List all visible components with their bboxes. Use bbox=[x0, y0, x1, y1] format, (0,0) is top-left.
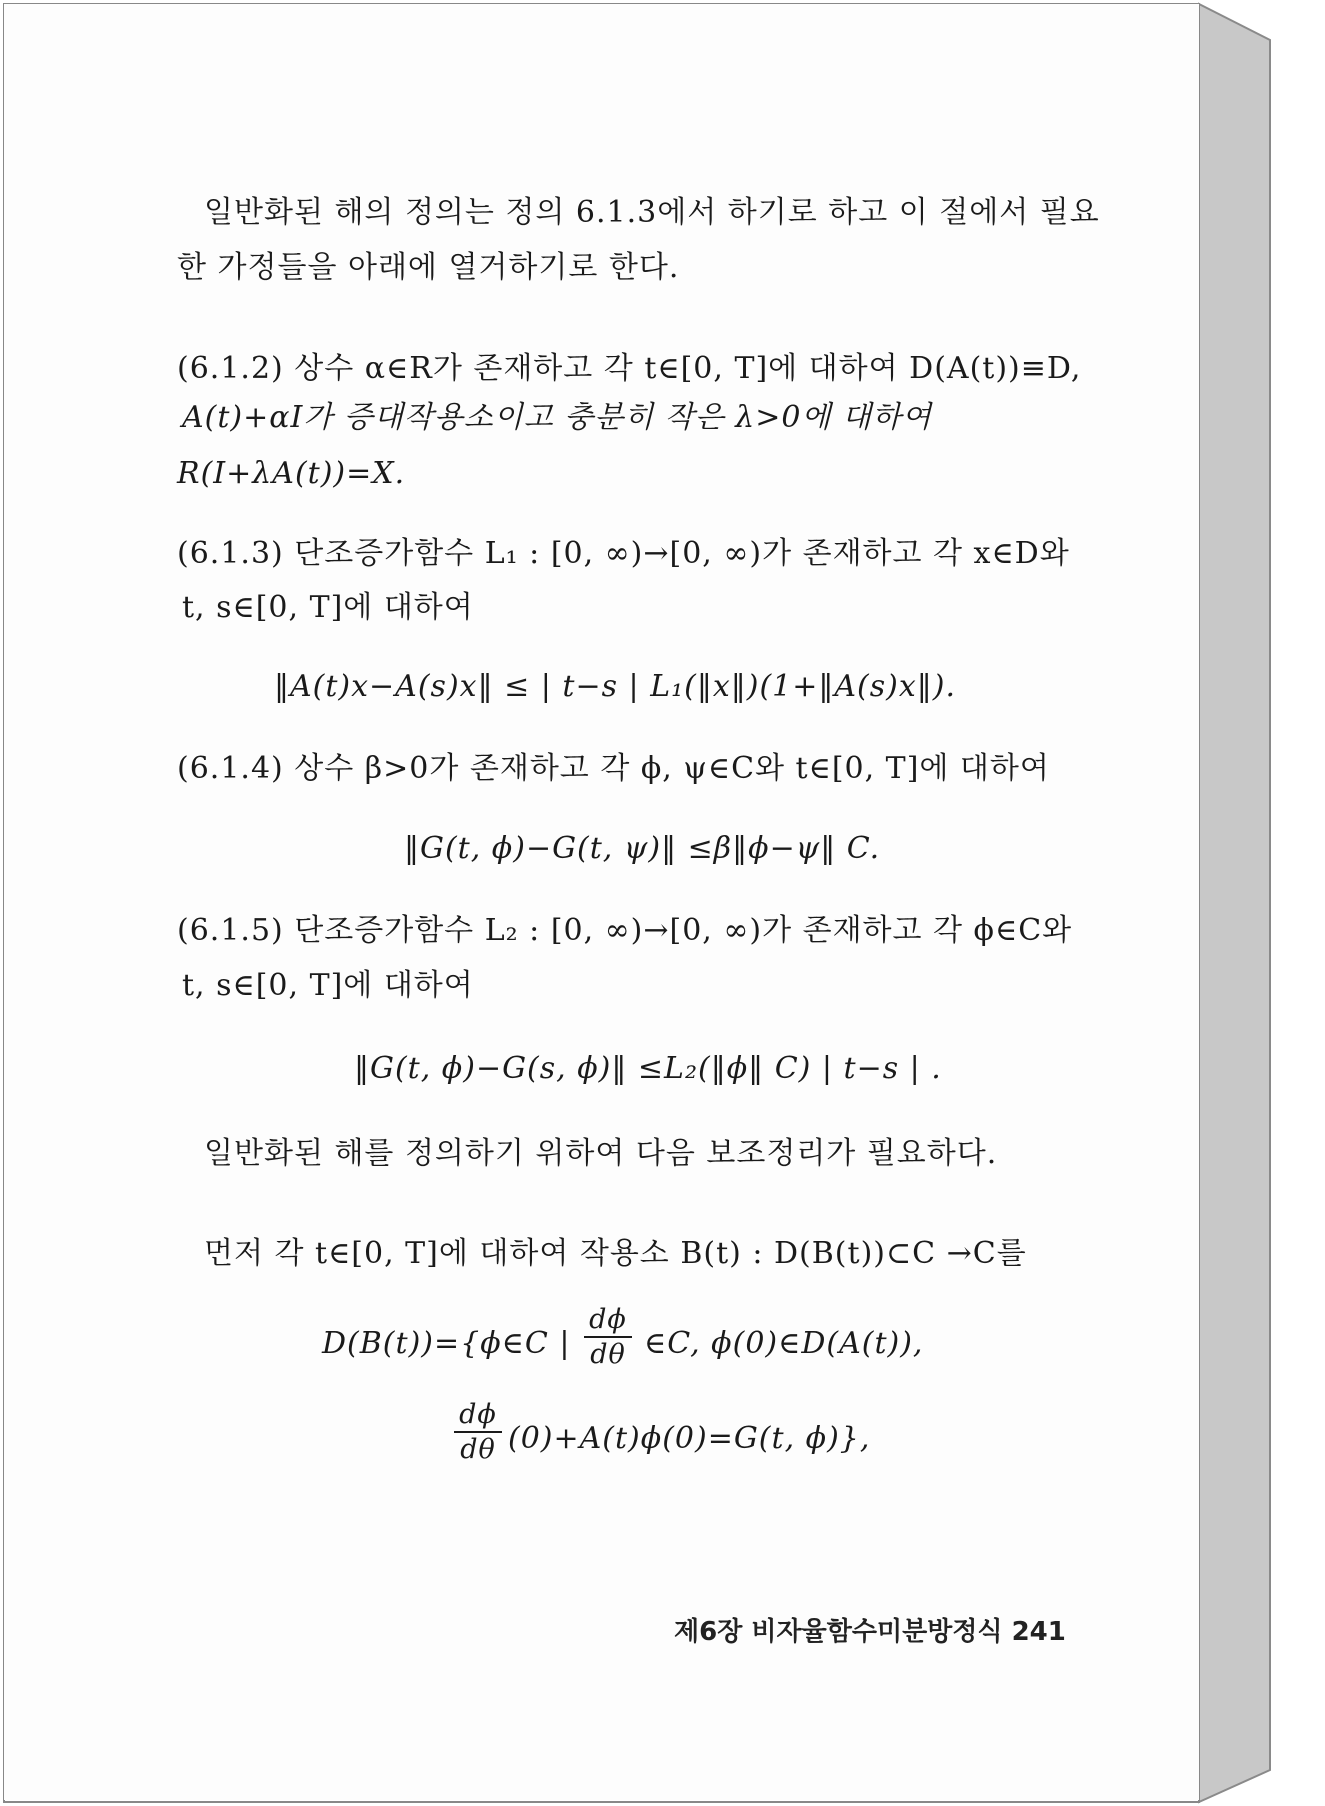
def-lhs: D(B(t))={ϕ∈C | bbox=[322, 1326, 571, 1361]
assumption-6-1-2-line-1: (6.1.2) 상수 α∈R가 존재하고 각 t∈[0, T]에 대하여 D(A(t))≡D, bbox=[177, 351, 1082, 386]
def-line2-fraction-denominator: dθ bbox=[460, 1434, 496, 1465]
assumption-6-1-3-formula: ‖A(t)x−A(s)x‖ ≤ | t−s | L₁(‖x‖)(1+‖A(s)x‖). bbox=[274, 669, 957, 704]
def-fraction-numerator: dϕ bbox=[584, 1304, 632, 1338]
def-rhs: ∈C, ϕ(0)∈D(A(t)), bbox=[644, 1326, 924, 1361]
assumption-6-1-5-formula: ‖G(t, ϕ)−G(s, ϕ)‖ ≤L₂(‖ϕ‖ C) | t−s | . bbox=[354, 1051, 942, 1086]
def-line2-fraction bbox=[454, 1399, 502, 1467]
lemma-intro: 일반화된 해를 정의하기 위하여 다음 보조정리가 필요하다. bbox=[204, 1136, 998, 1171]
assumption-6-1-2-line-2: A(t)+αI가 증대작용소이고 충분히 작은 λ>0에 대하여 bbox=[182, 400, 932, 435]
intro-line-2: 한 가정들을 아래에 열거하기로 한다. bbox=[177, 250, 680, 285]
assumption-6-1-4-formula: ‖G(t, ϕ)−G(t, ψ)‖ ≤β‖ϕ−ψ‖ C. bbox=[404, 831, 881, 866]
assumption-6-1-2-line-3: R(I+λA(t))=X. bbox=[177, 456, 406, 491]
page-footer: 제6장 비자율함수미분방정식 241 bbox=[674, 1617, 1066, 1647]
assumption-6-1-5-line-2: t, s∈[0, T]에 대하여 bbox=[182, 968, 474, 1003]
def-fraction-denominator: dθ bbox=[590, 1339, 626, 1370]
assumption-6-1-3-line-1: (6.1.3) 단조증가함수 L₁ : [0, ∞)→[0, ∞)가 존재하고 각 x∈D와 bbox=[177, 536, 1070, 571]
assumption-6-1-5-line-1: (6.1.5) 단조증가함수 L₂ : [0, ∞)→[0, ∞)가 존재하고 각 ϕ∈C와 bbox=[177, 913, 1073, 948]
intro-line-1: 일반화된 해의 정의는 정의 6.1.3에서 하기로 하고 이 절에서 필요 bbox=[204, 195, 1100, 230]
assumption-6-1-3-line-2: t, s∈[0, T]에 대하여 bbox=[182, 590, 474, 625]
definition-intro: 먼저 각 t∈[0, T]에 대하여 작용소 B(t) : D(B(t))⊂C →C를 bbox=[204, 1236, 1027, 1271]
assumption-6-1-4-line-1: (6.1.4) 상수 β>0가 존재하고 각 ϕ, ψ∈C와 t∈[0, T]에 대하여 bbox=[177, 751, 1050, 786]
def-line2-rest: (0)+A(t)ϕ(0)=G(t, ϕ)}, bbox=[508, 1421, 871, 1456]
def-fraction bbox=[584, 1304, 632, 1372]
book-page bbox=[4, 4, 1199, 1800]
def-line2-fraction-numerator: dϕ bbox=[454, 1399, 502, 1433]
